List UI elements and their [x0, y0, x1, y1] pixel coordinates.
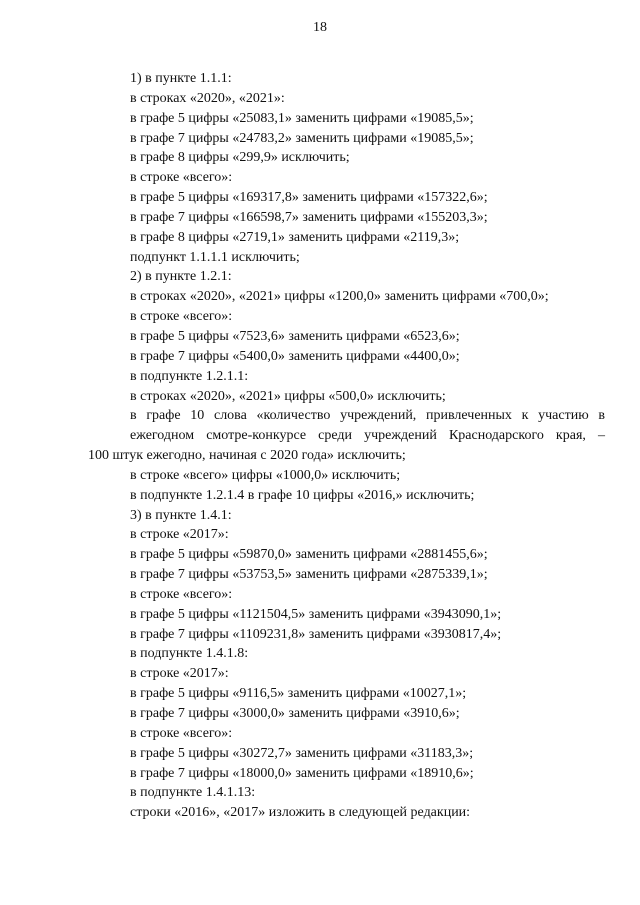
- text-line: в графе 7 цифры «1109231,8» заменить цифрами «3930817,4»;: [130, 626, 502, 642]
- text-line: в графе 5 цифры «7523,6» заменить цифрами «6523,6»;: [130, 328, 460, 344]
- text-line: в графе 7 цифры «53753,5» заменить цифрами «2875339,1»;: [130, 567, 488, 583]
- text-line: в графе 8 цифры «299,9» исключить;: [130, 150, 350, 166]
- text-line: в графе 5 цифры «1121504,5» заменить цифрами «3943090,1»;: [130, 606, 502, 622]
- paragraph-graph-10: [88, 406, 605, 466]
- text-line: в строках «2020», «2021»:: [130, 90, 285, 106]
- text-line: в строке «всего»:: [130, 725, 233, 741]
- text-line: в графе 7 цифры «3000,0» заменить цифрами «3910,6»;: [130, 706, 460, 721]
- text-line: в строке «всего»:: [130, 170, 233, 186]
- text-line: 3) в пункте 1.4.1:: [130, 507, 232, 523]
- text-line: в подпункте 1.2.1.4 в графе 10 цифры «2016,» исключить;: [130, 487, 475, 503]
- text-line: в графе 8 цифры «2719,1» заменить цифрами «2119,3»;: [130, 229, 460, 245]
- text-line: в графе 5 цифры «9116,5» заменить цифрами «10027,1»;: [130, 686, 467, 702]
- text-line: в подпункте 1.4.1.8:: [130, 646, 249, 662]
- text-line: в строках «2020», «2021» цифры «500,0» исключить;: [130, 388, 446, 404]
- text-line: в строке «2017»:: [130, 666, 229, 682]
- text-line: в строке «всего»:: [130, 586, 233, 602]
- text-line: в строке «2017»:: [130, 527, 229, 543]
- amendments-list-bottom: [88, 466, 605, 823]
- text-line: в строке «всего» цифры «1000,0» исключить;: [130, 467, 401, 483]
- text-line: в графе 7 цифры «5400,0» заменить цифрами «4400,0»;: [130, 348, 460, 364]
- text-line: 2) в пункте 1.2.1:: [130, 269, 232, 285]
- text-line: подпункт 1.1.1.1 исключить;: [130, 249, 300, 265]
- paragraph-line: ежегодном смотре-конкурсе среди учреждений Краснодарского края, –: [130, 428, 605, 444]
- text-line: в графе 5 цифры «169317,8» заменить цифрами «157322,6»;: [130, 190, 488, 206]
- text-line: в графе 5 цифры «30272,7» заменить цифрами «31183,3»;: [130, 745, 474, 761]
- document-body: [88, 69, 605, 823]
- paragraph-line: в графе 10 слова «количество учреждений, привлеченных к участию в: [130, 408, 605, 424]
- text-line: в строке «всего»:: [130, 309, 233, 325]
- text-line: в графе 5 цифры «59870,0» заменить цифрами «2881455,6»;: [130, 547, 488, 563]
- text-line: в подпункте 1.2.1.1:: [130, 368, 249, 384]
- text-line: в графе 7 цифры «18000,0» заменить цифрами «18910,6»;: [130, 765, 474, 781]
- text-line: в графе 7 цифры «166598,7» заменить цифрами «155203,3»;: [130, 209, 488, 225]
- text-line: в графе 7 цифры «24783,2» заменить цифрами «19085,5»;: [130, 130, 474, 146]
- text-line: в графе 5 цифры «25083,1» заменить цифрами «19085,5»;: [130, 110, 474, 126]
- text-line: строки «2016», «2017» изложить в следующей редакции:: [130, 805, 471, 821]
- text-line: в строках «2020», «2021» цифры «1200,0» заменить цифрами «700,0»;: [130, 289, 549, 305]
- page-number: 18: [313, 20, 327, 35]
- text-line: 1) в пункте 1.1.1:: [130, 71, 232, 86]
- text-line: в подпункте 1.4.1.13:: [130, 785, 256, 801]
- amendments-list-top: [88, 69, 605, 406]
- paragraph-line: 100 штук ежегодно, начиная с 2020 года» исключить;: [88, 448, 406, 464]
